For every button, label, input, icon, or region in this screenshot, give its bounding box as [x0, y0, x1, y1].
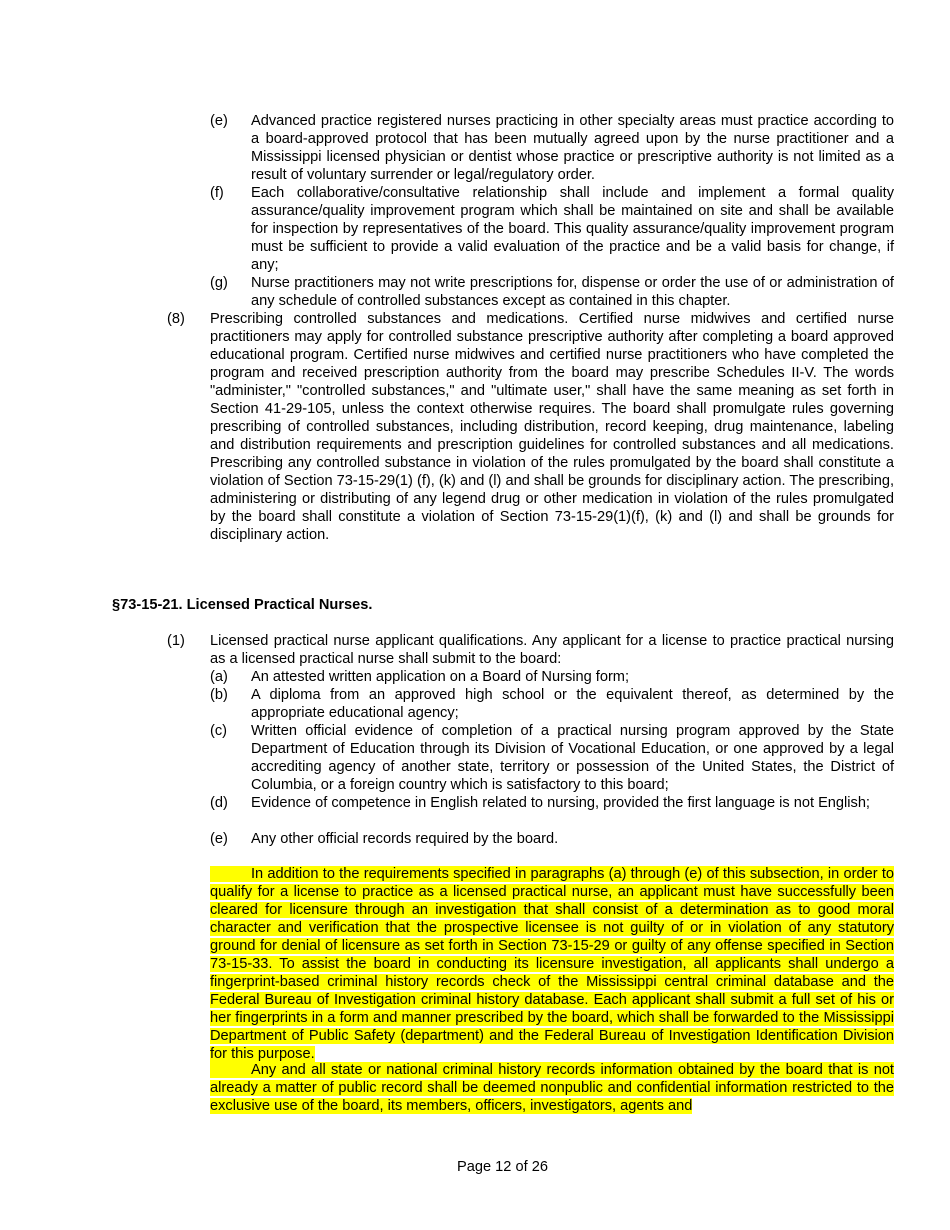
highlight-text-2: Any and all state or national criminal history records information obtained by the board that is not already a matter of public record shall be deemed nonpublic and confidential information restricted to the exclusive use of the board, its members, officers, investigators, agents and	[210, 1062, 894, 1114]
item-g-text: Nurse practitioners may not write prescriptions for, dispense or order the use of or administration of any schedule of controlled substances except as contained in this chapter.	[251, 275, 894, 309]
item-8-label: (8)	[167, 311, 185, 327]
item-f-text: Each collaborative/consultative relationship shall include and implement a formal quality assurance/quality improvement program which shall be maintained on site and shall be available for inspection by representatives of the board. This quality assurance/quality improvement program must be sufficient to provide a valid evaluation of the practice and be a valid basis for change, if any;	[251, 185, 894, 273]
item-f-label: (f)	[210, 185, 224, 201]
page-number-footer: Page 12 of 26	[457, 1159, 548, 1175]
item-g-label: (g)	[210, 275, 228, 291]
sub-item-c-label: (c)	[210, 723, 228, 739]
item-e-label: (e)	[210, 113, 228, 129]
sub-item-e-label: (e)	[210, 831, 228, 847]
item-e-text: Advanced practice registered nurses practicing in other specialty areas must practice according to a board-approved protocol that has been mutually agreed upon by the nurse practitioner and a Mississippi licensed physician or dentist whose practice or prescriptive authority is not limited as a result of voluntary surrender or legal/regulatory order.	[251, 113, 894, 183]
sub-item-b-label: (b)	[210, 687, 228, 703]
section-heading: §73-15-21. Licensed Practical Nurses.	[112, 597, 373, 613]
sub-item-d-text: Evidence of competence in English related to nursing, provided the first language is not English;	[251, 795, 870, 811]
highlighted-paragraph-1	[210, 865, 894, 1063]
highlighted-paragraph-2	[210, 1061, 894, 1115]
item-1-text: Licensed practical nurse applicant qualifications. Any applicant for a license to practice practical nursing as a licensed practical nurse shall submit to the board:	[210, 633, 894, 667]
sub-item-d-label: (d)	[210, 795, 228, 811]
sub-item-b-text: A diploma from an approved high school or the equivalent thereof, as determined by the appropriate educational agency;	[251, 687, 894, 721]
sub-item-c-text: Written official evidence of completion of a practical nursing program approved by the State Department of Education through its Division of Vocational Education, or one approved by a legal accrediting agency of another state, territory or possession of the United States, the District of Columbia, or a foreign country which is satisfactory to this board;	[251, 723, 894, 793]
sub-item-e-text: Any other official records required by the board.	[251, 831, 559, 847]
item-1-label: (1)	[167, 633, 185, 649]
item-8-text: Prescribing controlled substances and medications. Certified nurse midwives and certified nurse practitioners may apply for controlled substance prescriptive authority after completing a board approved educational program. Certified nurse midwives and certified nurse practitioners who have completed the program and received prescription authority from the board may prescribe Schedules II-V. The words "administer," "controlled substances," and "ultimate user," shall have the same meaning as set forth in Section 41-29-105, unless the context otherwise requires. The board shall promulgate rules governing prescribing of controlled substances, including distribution, record keeping, drug maintenance, labeling and distribution requirements and prescription guidelines for controlled substances and all medications. Prescribing any controlled substance in violation of the rules promulgated by the board shall constitute a violation of Section 73-15-29(1) (f), (k) and (l) and shall be grounds for disciplinary action. The prescribing, administering or distributing of any legend drug or other medication in violation of the rules promulgated by the board shall constitute a violation of Section 73-15-29(1)(f), (k) and (l) and shall be grounds for disciplinary action.	[210, 311, 894, 543]
sub-item-a-label: (a)	[210, 669, 228, 685]
highlight-text-1: In addition to the requirements specified in paragraphs (a) through (e) of this subsection, in order to qualify for a license to practice as a licensed practical nurse, an applicant must have successfully been cleared for licensure through an investigation that shall consist of a determination as to good moral character and verification that the prospective licensee is not guilty of or in violation of any statutory ground for denial of licensure as set forth in Section 73-15-29 or guilty of any offense specified in Section 73-15-33. To assist the board in conducting its licensure investigation, all applicants shall undergo a fingerprint-based criminal history records check of the Mississippi central criminal database and the Federal Bureau of Investigation criminal history database. Each applicant shall submit a full set of his or her fingerprints in a form and manner prescribed by the board, which shall be forwarded to the Mississippi Department of Public Safety (department) and the Federal Bureau of Investigation Identification Division for this purpose.	[210, 866, 894, 1062]
sub-item-a-text: An attested written application on a Board of Nursing form;	[251, 669, 630, 685]
